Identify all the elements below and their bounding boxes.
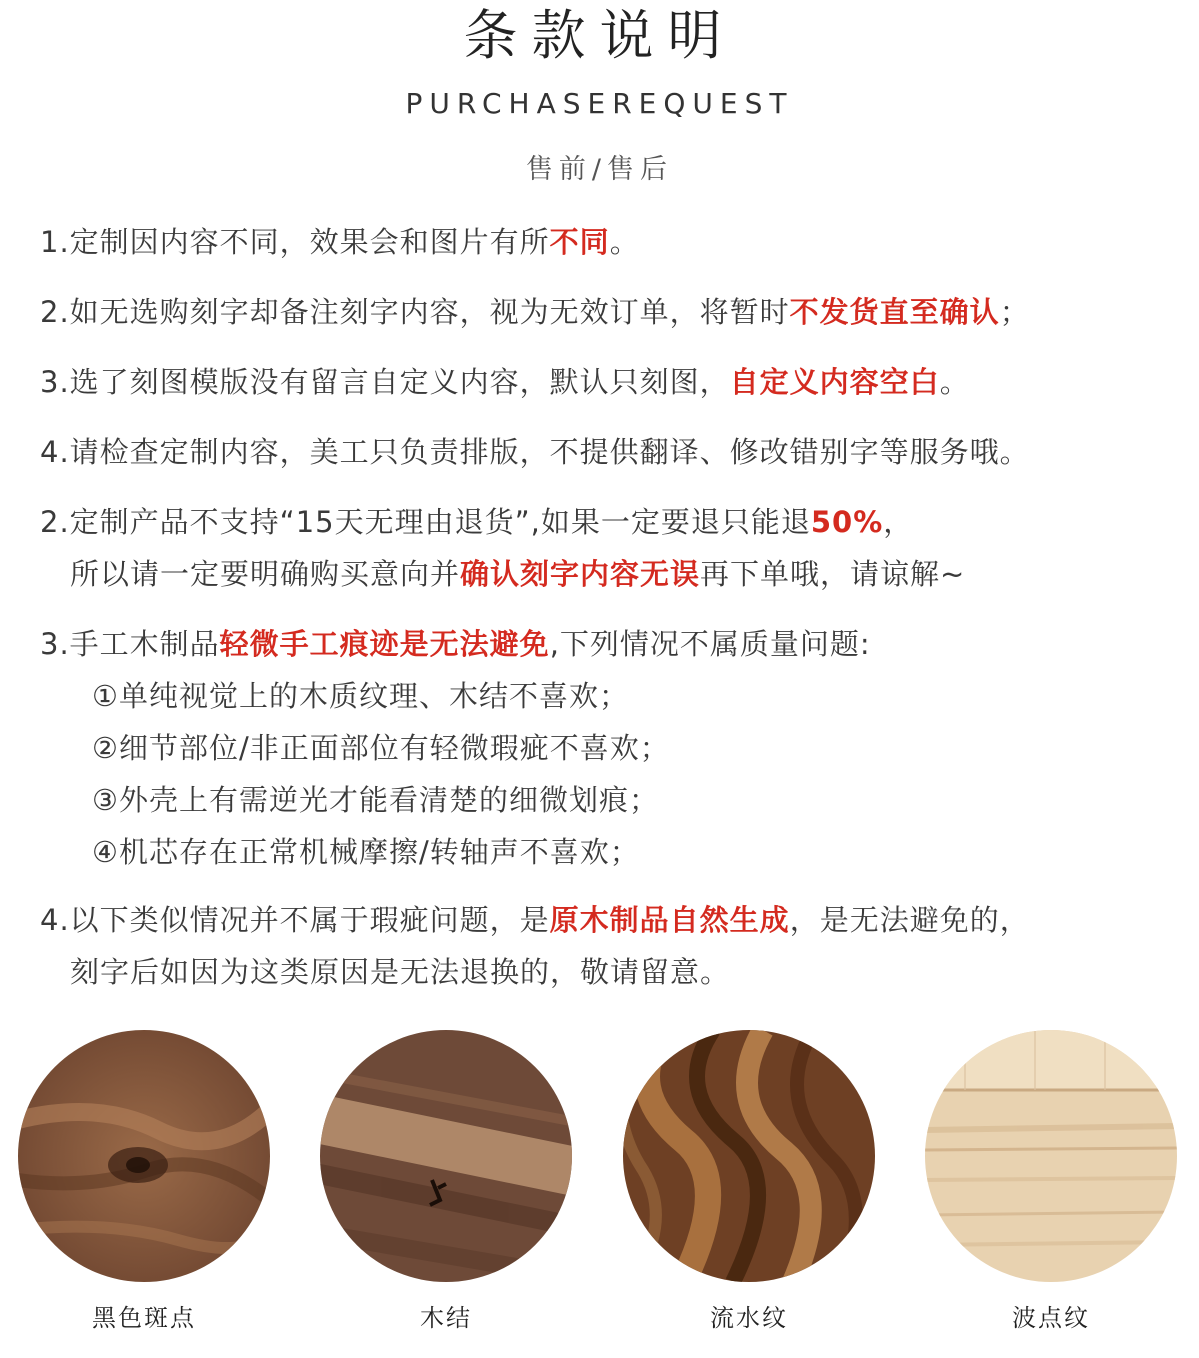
wood-sample-flowing-grain [623,1030,875,1333]
term-line-10 [92,780,659,820]
term-text: ④机芯存在正常机械摩擦/转轴声不喜欢； [92,835,640,869]
term-line-5 [40,502,913,542]
term-line-6 [70,554,965,594]
wood-label: 波点纹 [1012,1304,1090,1332]
term-highlight: 不发货直至确认 [789,295,1000,329]
term-text: 1.定制因内容不同，效果会和图片有所 [40,225,550,259]
term-text: 再下单哦，请谅解~ [700,557,966,591]
wood-sample-knot [320,1030,572,1333]
term-line-1 [40,222,640,262]
term-text: ，是无法避免的， [789,903,1030,937]
page-subtitle: PURCHASEREQUEST [405,87,794,120]
term-text: ， [883,505,914,539]
term-highlight: 原木制品自然生成 [549,903,790,937]
term-text: 4.请检查定制内容，美工只负责排版，不提供翻译、修改错别字等服务哦。 [40,435,1030,469]
page-title: 条款说明 [463,4,736,67]
term-highlight: 不同 [549,225,610,259]
term-text: ②细节部位/非正面部位有轻微瑕疵不喜欢； [92,731,670,765]
term-highlight: 50% [810,505,884,539]
term-text: 刻字后如因为这类原因是无法退换的，敬请留意。 [70,955,731,989]
term-line-9 [92,728,670,768]
term-highlight: 确认刻字内容无误 [460,557,701,591]
wood-label: 木结 [420,1304,472,1332]
term-line-7 [40,624,871,664]
term-text: 。 [939,365,970,399]
term-line-12 [40,900,1030,940]
wood-label: 黑色斑点 [92,1304,196,1332]
section-label: 售前/售后 [525,154,674,185]
wood-label: 流水纹 [710,1304,788,1332]
term-text: ③外壳上有需逆光才能看清楚的细微划痕； [92,783,659,817]
wood-sample-dot-grain [925,1030,1177,1333]
term-text: ①单纯视觉上的木质纹理、木结不喜欢； [92,679,629,713]
term-line-8 [92,676,629,716]
term-text: 3.手工木制品 [40,627,220,661]
term-line-11 [92,832,640,872]
term-highlight: 自定义内容空白 [729,365,940,399]
term-text: 2.定制产品不支持“15天无理由退货”,如果一定要退只能退 [40,505,811,539]
term-text: ； [999,295,1030,329]
term-text: 所以请一定要明确购买意向并 [70,557,461,591]
wood-photo-flowing-grain [623,1030,875,1282]
term-text: 2.如无选购刻字却备注刻字内容，视为无效订单，将暂时 [40,295,790,329]
wood-photo-black-spots [18,1030,270,1282]
wood-sample-black-spots [18,1030,270,1333]
wood-photo-dot-grain [925,1030,1177,1282]
wood-samples [0,1030,1199,1350]
term-text: 3.选了刻图模版没有留言自定义内容，默认只刻图， [40,365,730,399]
term-text: ,下列情况不属质量问题: [549,627,871,661]
term-text: 4.以下类似情况并不属于瑕疵问题，是 [40,903,550,937]
term-line-3 [40,362,970,402]
term-line-2 [40,292,1030,332]
term-line-13 [70,952,730,992]
term-text: 。 [609,225,640,259]
term-highlight: 轻微手工痕迹是无法避免 [219,627,550,661]
wood-photo-knot [320,1030,572,1282]
term-line-4 [40,432,1030,472]
